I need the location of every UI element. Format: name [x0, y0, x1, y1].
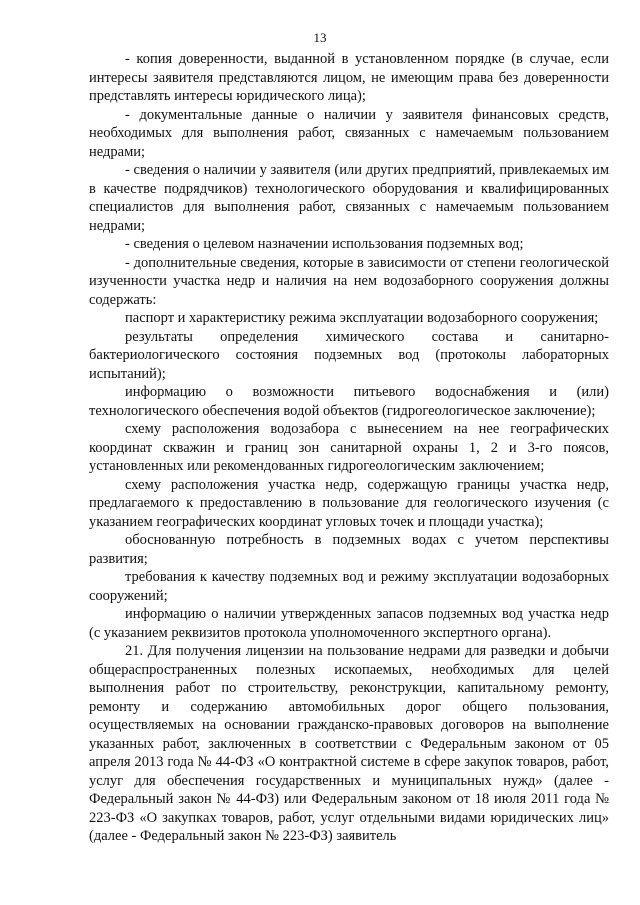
- paragraph: требования к качеству подземных вод и режиму эксплуатации водозаборных сооружений;: [89, 569, 609, 604]
- paragraph: - сведения о наличии у заявителя (или других предприятий, привлекаемых им в качестве подрядчиков) технологического оборудования и квалифицированных специалистов для выполнения работ, связанных с намечаемым пользованием недрами;: [89, 162, 609, 234]
- paragraph: схему расположения участка недр, содержащую границы участка недр, предлагаемого к предоставлению в пользование для геологического изучения (с указанием географических координат угловых точек и площади участка);: [89, 476, 609, 530]
- paragraph: обоснованную потребность в подземных водах с учетом перспективы развития;: [89, 532, 609, 567]
- paragraph: - дополнительные сведения, которые в зависимости от степени геологической изученности участка недр и наличия на нем водозаборного сооружения должны содержать:: [89, 254, 609, 308]
- paragraph: - документальные данные о наличии у заявителя финансовых средств, необходимых для выполнения работ, связанных с намечаемым пользованием недрами;: [89, 106, 609, 160]
- paragraph: - сведения о целевом назначении использования подземных вод;: [125, 236, 524, 252]
- paragraph: 21. Для получения лицензии на пользование недрами для разведки и добычи общераспространенных полезных ископаемых, необходимых для целей выполнения работ по строительству, реконструкции, капитальному ремонту, ремонту и содержанию автомобильных дорог общего пользования, осуществляемых на основании гражданско-правовых договоров на выполнение указанных работ, заключенных в соответствии с Федеральным законом от 05 апреля 2013 года № 44-ФЗ «О контрактной системе в сфере закупок товаров, работ, услуг для обеспечения государственных и муниципальных нужд» (далее - Федеральный закон № 44-ФЗ) или Федеральным законом от 18 июля 2011 года № 223-ФЗ «О закупках товаров, работ, услуг отдельными видами юридических лиц» (далее - Федеральный закон № 223-ФЗ) заявитель: [89, 643, 609, 844]
- page-number: 13: [313, 30, 327, 45]
- paragraph: паспорт и характеристику режима эксплуатации водозаборного сооружения;: [125, 310, 599, 326]
- paragraph: информацию о возможности питьевого водоснабжения и (или) технологического обеспечения водой объектов (гидрогеологическое заключение);: [89, 384, 609, 419]
- paragraph: схему расположения водозабора с вынесением на нее географических координат скважин и границ зон санитарной охраны 1, 2 и 3-го поясов, установленных или рекомендованных гидрогеологическим заключением;: [89, 421, 609, 474]
- document-body: [89, 50, 609, 846]
- paragraph: результаты определения химического состава и санитарно-бактериологического состояния подземных вод (протоколы лабораторных испытаний);: [89, 328, 609, 382]
- paragraph: - копия доверенности, выданной в установленном порядке (в случае, если интересы заявителя представляются лицом, не имеющим права без доверенности представлять интересы юридического лица);: [89, 51, 609, 104]
- paragraph: информацию о наличии утвержденных запасов подземных вод участка недр (с указанием реквизитов протокола уполномоченного экспертного органа).: [89, 606, 609, 641]
